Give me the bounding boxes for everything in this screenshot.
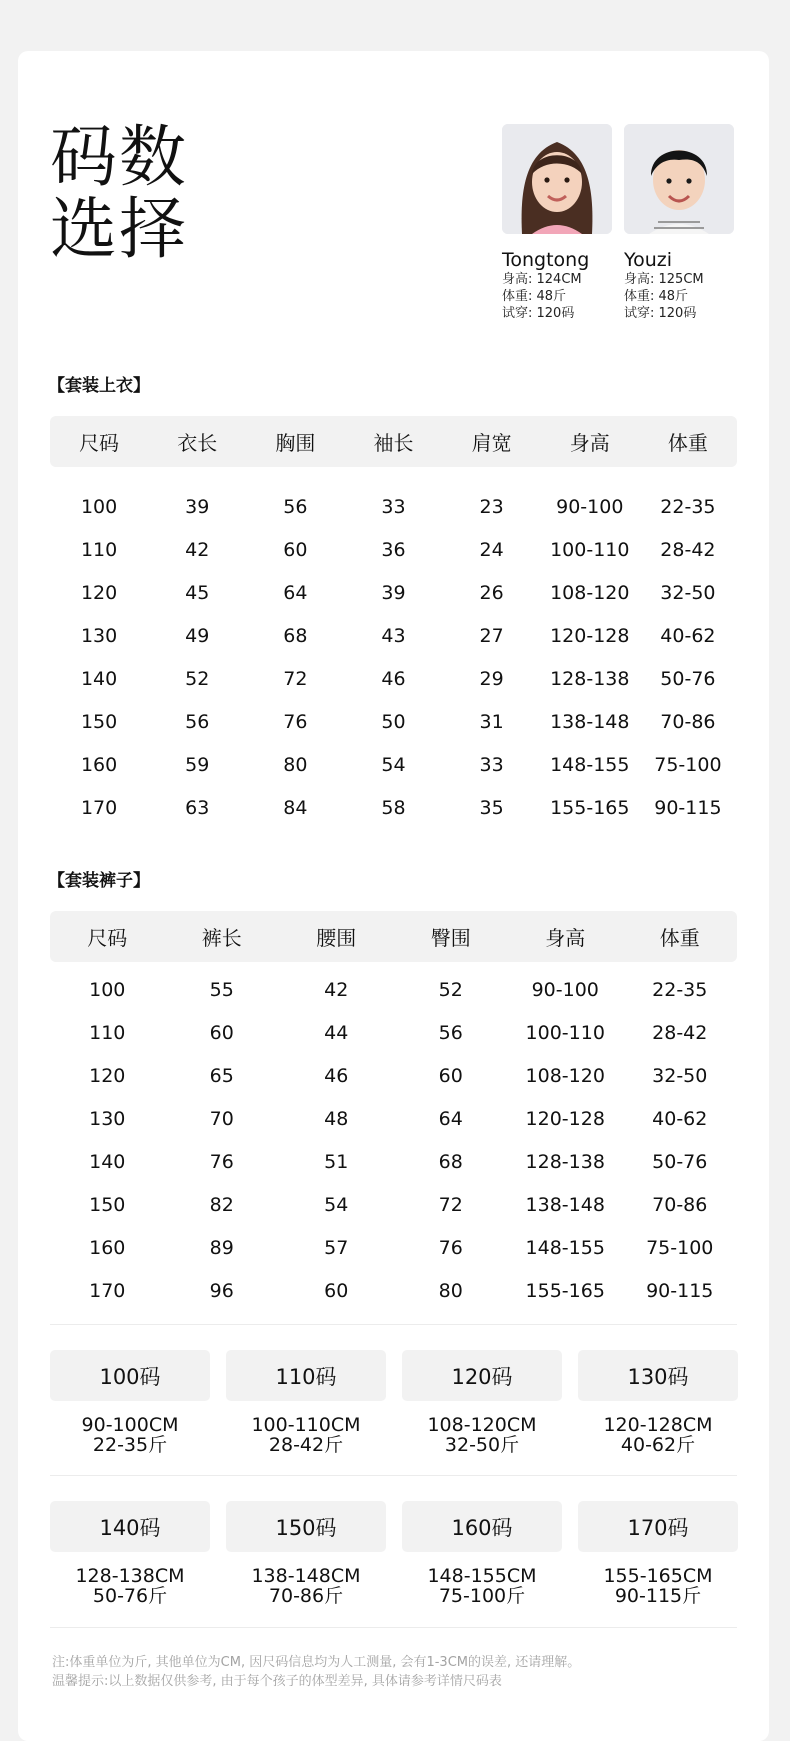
- column-header: 肩宽: [471, 431, 512, 455]
- table-cell: 138-148: [550, 710, 630, 733]
- table-row: [50, 485, 737, 528]
- table-cell: 56: [438, 1021, 463, 1044]
- page-title-line1: 码数: [50, 118, 188, 196]
- table-cell: 45: [185, 581, 210, 604]
- table-cell: 76: [438, 1236, 463, 1259]
- table-cell: 59: [185, 753, 210, 776]
- table-cell: 63: [185, 796, 210, 819]
- table-cell: 48: [324, 1107, 349, 1130]
- table-cell: 54: [324, 1193, 349, 1216]
- table-cell: 170: [80, 796, 118, 819]
- table-cell: 54: [381, 753, 406, 776]
- table-cell: 75-100: [654, 753, 722, 776]
- table-cell: 56: [283, 495, 308, 518]
- note-units: 注:体重单位为斤, 其他单位为CM, 因尺码信息均为人工测量, 会有1-3CM的误差, 还请理解。: [52, 1655, 581, 1670]
- girl-portrait-icon: [502, 124, 612, 234]
- table-cell: 32-50: [660, 581, 716, 604]
- table-row: [50, 657, 737, 700]
- table-row: [50, 1183, 737, 1226]
- table-cell: 52: [438, 978, 463, 1001]
- table-cell: 155-165: [550, 796, 630, 819]
- model-name: Tongtong: [502, 249, 590, 271]
- table-row: [50, 1140, 737, 1183]
- model-name: Youzi: [624, 249, 673, 271]
- table-cell: 28-42: [660, 538, 716, 561]
- page-title: [50, 118, 188, 268]
- table-row: [50, 700, 737, 743]
- table-cell: 24: [479, 538, 504, 561]
- table-cell: 39: [185, 495, 210, 518]
- table-row: [50, 743, 737, 786]
- table-cell: 28-42: [652, 1021, 708, 1044]
- table-cell: 110: [89, 1021, 126, 1044]
- table-cell: 96: [209, 1279, 234, 1302]
- table-row: [50, 1097, 737, 1140]
- table-cell: 90-115: [646, 1279, 714, 1302]
- table-row: [50, 571, 737, 614]
- model-height: 身高: 125CM: [624, 272, 704, 287]
- table-row: [50, 614, 737, 657]
- size-label: 110码: [226, 1350, 386, 1401]
- table-cell: 60: [438, 1064, 463, 1087]
- table-cell: 89: [209, 1236, 234, 1259]
- column-header: 衣长: [177, 431, 218, 455]
- table-cell: 35: [479, 796, 504, 819]
- divider: [50, 1324, 737, 1325]
- model-card-tongtong: [502, 124, 612, 322]
- table-row: [50, 1269, 737, 1312]
- table-cell: 120: [80, 581, 118, 604]
- table-cell: 50: [381, 710, 406, 733]
- table-cell: 40-62: [652, 1107, 708, 1130]
- size-height-range: 148-155CM: [427, 1565, 537, 1587]
- table-cell: 148-155: [550, 753, 630, 776]
- table-cell: 140: [89, 1150, 126, 1173]
- divider: [50, 1475, 737, 1476]
- column-header: 裤长: [201, 926, 242, 950]
- size-height-range: 138-148CM: [251, 1565, 361, 1587]
- table-cell: 33: [479, 753, 504, 776]
- table-cell: 36: [381, 538, 406, 561]
- table-cell: 90-100: [556, 495, 624, 518]
- table-cell: 50-76: [660, 667, 716, 690]
- table-cell: 49: [185, 624, 210, 647]
- table-cell: 160: [89, 1236, 126, 1259]
- size-height-range: 128-138CM: [75, 1565, 185, 1587]
- table-cell: 84: [283, 796, 308, 819]
- model-photo-tongtong: [502, 124, 612, 234]
- table-cell: 170: [89, 1279, 126, 1302]
- table-cell: 50-76: [652, 1150, 708, 1173]
- table-cell: 58: [381, 796, 406, 819]
- pants-table-header: [50, 911, 737, 962]
- table-cell: 39: [381, 581, 406, 604]
- table-row: [50, 1226, 737, 1269]
- table-cell: 150: [89, 1193, 126, 1216]
- table-cell: 55: [209, 978, 234, 1001]
- model-fit-size: 试穿: 120码: [502, 306, 575, 321]
- note-tip: 温馨提示:以上数据仅供参考, 由于每个孩子的体型差异, 具体请参考详情尺码表: [52, 1674, 502, 1689]
- table-cell: 70-86: [660, 710, 716, 733]
- table-cell: 22-35: [652, 978, 708, 1001]
- column-header: 身高: [545, 926, 586, 950]
- table-cell: 82: [209, 1193, 234, 1216]
- size-weight-range: 90-115斤: [614, 1585, 702, 1607]
- table-cell: 42: [324, 978, 349, 1001]
- table-cell: 120: [89, 1064, 126, 1087]
- model-photo-youzi: [624, 124, 734, 234]
- table-cell: 46: [381, 667, 406, 690]
- table-cell: 60: [283, 538, 308, 561]
- table-cell: 100: [89, 978, 126, 1001]
- boy-portrait-icon: [624, 124, 734, 234]
- size-weight-range: 75-100斤: [438, 1585, 526, 1607]
- table-cell: 26: [479, 581, 504, 604]
- model-weight: 体重: 48斤: [502, 289, 567, 304]
- table-cell: 100: [80, 495, 118, 518]
- table-cell: 44: [324, 1021, 349, 1044]
- table-cell: 150: [80, 710, 118, 733]
- size-label: 140码: [50, 1501, 210, 1552]
- table-cell: 155-165: [525, 1279, 605, 1302]
- table-row: [50, 1054, 737, 1097]
- table-cell: 51: [324, 1150, 349, 1173]
- table-cell: 70: [209, 1107, 234, 1130]
- size-height-range: 108-120CM: [427, 1414, 537, 1436]
- size-label: 100码: [50, 1350, 210, 1401]
- table-cell: 32-50: [652, 1064, 708, 1087]
- table-row: [50, 528, 737, 571]
- table-cell: 120-128: [550, 624, 630, 647]
- table-cell: 128-138: [550, 667, 630, 690]
- table-row: [50, 968, 737, 1011]
- table-cell: 80: [438, 1279, 463, 1302]
- table-cell: 31: [479, 710, 504, 733]
- table-cell: 57: [324, 1236, 349, 1259]
- table-cell: 29: [479, 667, 504, 690]
- table-cell: 76: [283, 710, 308, 733]
- divider: [50, 1627, 737, 1628]
- table-cell: 128-138: [525, 1150, 605, 1173]
- column-header: 体重: [667, 431, 708, 455]
- table-cell: 52: [185, 667, 210, 690]
- size-guide-item: [402, 1501, 562, 1606]
- size-height-range: 90-100CM: [81, 1414, 179, 1436]
- table-cell: 100-110: [550, 538, 630, 561]
- size-height-range: 100-110CM: [251, 1414, 361, 1436]
- table-cell: 23: [479, 495, 504, 518]
- size-height-range: 155-165CM: [603, 1565, 713, 1587]
- column-header: 体重: [659, 926, 700, 950]
- table-cell: 46: [324, 1064, 349, 1087]
- table-cell: 72: [283, 667, 308, 690]
- size-chart-card: [18, 51, 769, 1741]
- model-card-youzi: [624, 124, 734, 322]
- table-cell: 140: [80, 667, 118, 690]
- size-guide-item: [402, 1350, 562, 1455]
- size-guide-item: [226, 1501, 386, 1606]
- table-cell: 80: [283, 753, 308, 776]
- table-cell: 130: [80, 624, 118, 647]
- table-cell: 75-100: [646, 1236, 714, 1259]
- table-cell: 130: [89, 1107, 126, 1130]
- column-header: 尺码: [79, 431, 120, 455]
- table-cell: 56: [185, 710, 210, 733]
- size-weight-range: 28-42斤: [268, 1434, 344, 1456]
- size-guide-item: [50, 1350, 210, 1455]
- model-fit-size: 试穿: 120码: [624, 306, 697, 321]
- size-weight-range: 50-76斤: [92, 1585, 168, 1607]
- table-cell: 138-148: [525, 1193, 605, 1216]
- table-cell: 65: [209, 1064, 234, 1087]
- table-cell: 42: [185, 538, 210, 561]
- table-cell: 148-155: [525, 1236, 605, 1259]
- table-cell: 90-100: [531, 978, 599, 1001]
- table-cell: 33: [381, 495, 406, 518]
- table-cell: 100-110: [525, 1021, 605, 1044]
- table-cell: 27: [479, 624, 504, 647]
- table-cell: 60: [209, 1021, 234, 1044]
- size-guide-item: [50, 1501, 210, 1606]
- table-row: [50, 1011, 737, 1054]
- column-header: 身高: [569, 431, 610, 455]
- size-guide-item: [578, 1350, 738, 1455]
- table-cell: 108-120: [550, 581, 630, 604]
- table-cell: 120-128: [525, 1107, 605, 1130]
- table-cell: 68: [283, 624, 308, 647]
- model-height: 身高: 124CM: [502, 272, 582, 287]
- size-label: 170码: [578, 1501, 738, 1552]
- tops-table-header: [50, 416, 737, 467]
- size-weight-range: 40-62斤: [620, 1434, 696, 1456]
- size-label: 150码: [226, 1501, 386, 1552]
- size-weight-range: 32-50斤: [444, 1434, 520, 1456]
- table-cell: 43: [381, 624, 406, 647]
- table-cell: 70-86: [652, 1193, 708, 1216]
- tops-section-title: 【套装上衣】: [48, 376, 150, 396]
- size-guide-item: [578, 1501, 738, 1606]
- column-header: 尺码: [87, 926, 128, 950]
- table-cell: 68: [438, 1150, 463, 1173]
- table-cell: 22-35: [660, 495, 716, 518]
- table-cell: 64: [438, 1107, 463, 1130]
- model-weight: 体重: 48斤: [624, 289, 689, 304]
- table-cell: 108-120: [525, 1064, 605, 1087]
- table-cell: 40-62: [660, 624, 716, 647]
- column-header: 臀围: [430, 926, 471, 950]
- pants-section-title: 【套装裤子】: [48, 871, 150, 891]
- size-label: 120码: [402, 1350, 562, 1401]
- table-cell: 160: [80, 753, 118, 776]
- column-header: 袖长: [373, 431, 414, 455]
- size-guide-item: [226, 1350, 386, 1455]
- column-header: 腰围: [316, 926, 357, 950]
- table-cell: 90-115: [654, 796, 722, 819]
- size-label: 130码: [578, 1350, 738, 1401]
- page-title-line2: 选择: [50, 190, 188, 268]
- table-cell: 72: [438, 1193, 463, 1216]
- table-cell: 76: [209, 1150, 234, 1173]
- table-cell: 64: [283, 581, 308, 604]
- table-row: [50, 786, 737, 829]
- table-cell: 60: [324, 1279, 349, 1302]
- size-weight-range: 70-86斤: [268, 1585, 344, 1607]
- size-height-range: 120-128CM: [603, 1414, 713, 1436]
- column-header: 胸围: [275, 431, 316, 455]
- table-cell: 110: [80, 538, 118, 561]
- size-weight-range: 22-35斤: [92, 1434, 168, 1456]
- size-label: 160码: [402, 1501, 562, 1552]
